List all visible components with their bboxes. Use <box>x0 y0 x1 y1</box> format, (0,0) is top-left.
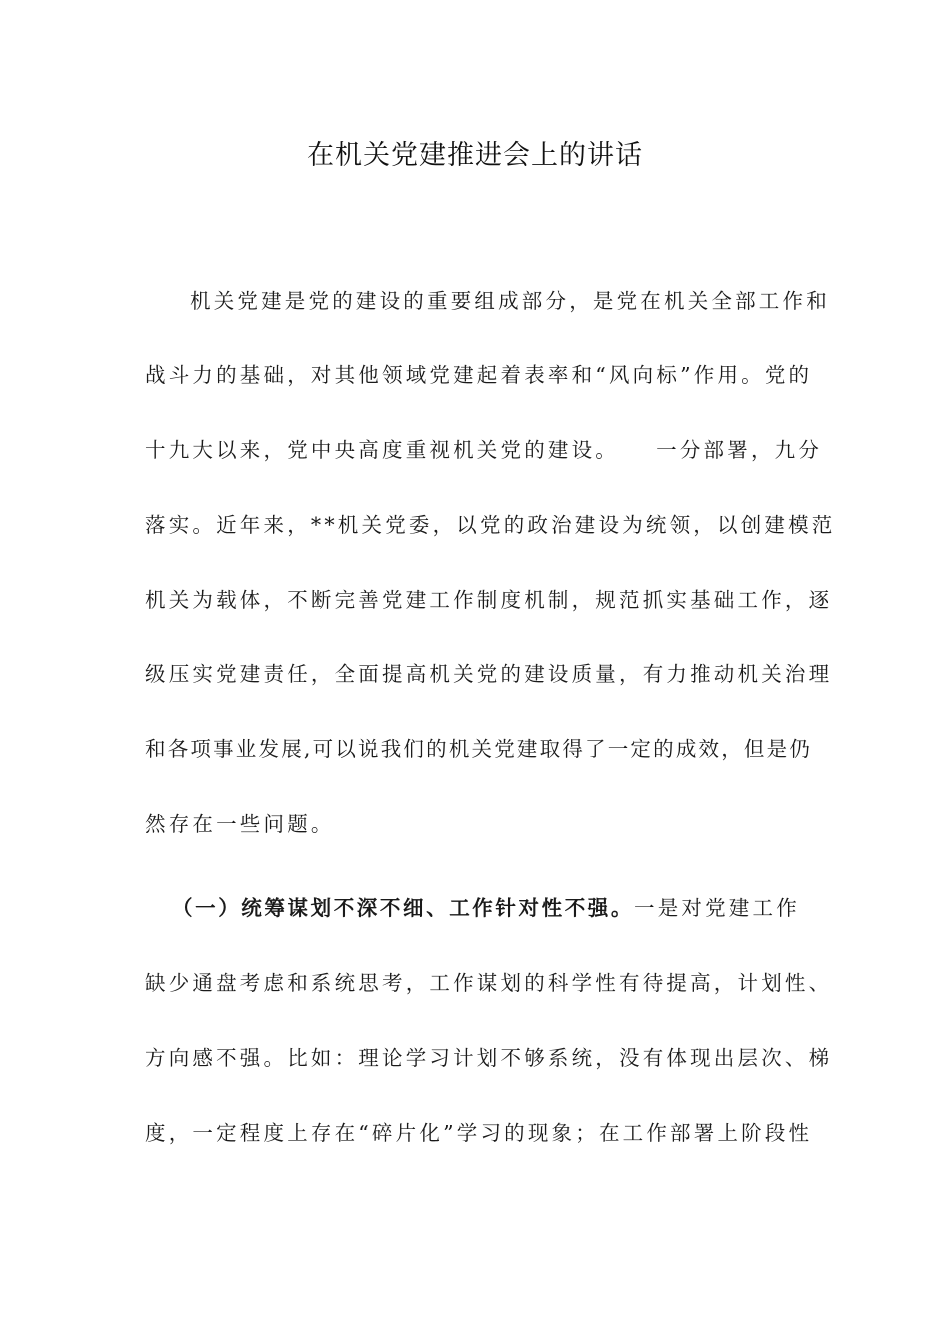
section-heading: （一）统筹谋划不深不细、工作针对性不强。 <box>172 896 634 920</box>
section-heading-rest: 一是对党建工作 <box>634 896 800 920</box>
paragraph-line: 方向感不强。比如：理论学习计划不够系统，没有体现出层次、梯 <box>145 1046 833 1070</box>
paragraph-line: 和各项事业发展,可以说我们的机关党建取得了一定的成效，但是仍 <box>145 737 813 761</box>
paragraph-line: 战斗力的基础，对其他领域党建起着表率和“风向标”作用。党的 <box>145 363 813 387</box>
paragraph-line: 级压实党建责任，全面提高机关党的建设质量，有力推动机关治理 <box>145 662 833 686</box>
paragraph-line: 机关为载体，不断完善党建工作制度机制，规范抓实基础工作，逐 <box>145 588 833 612</box>
paragraph-line: 度，一定程度上存在“碎片化”学习的现象；在工作部署上阶段性 <box>145 1121 813 1145</box>
paragraph-line: 然存在一些问题。 <box>145 812 335 836</box>
paragraph-line: 落实。近年来，**机关党委，以党的政治建设为统领，以创建模范 <box>145 513 836 537</box>
document-title: 在机关党建推进会上的讲话 <box>307 140 643 171</box>
paragraph-line: 机关党建是党的建设的重要组成部分，是党在机关全部工作和 <box>190 289 830 313</box>
section-heading-line <box>172 895 800 921</box>
paragraph-line: 十九大以来，党中央高度重视机关党的建设。 一分部署，九分 <box>145 438 823 462</box>
paragraph-line: 缺少通盘考虑和系统思考，工作谋划的科学性有待提高，计划性、 <box>145 971 833 995</box>
